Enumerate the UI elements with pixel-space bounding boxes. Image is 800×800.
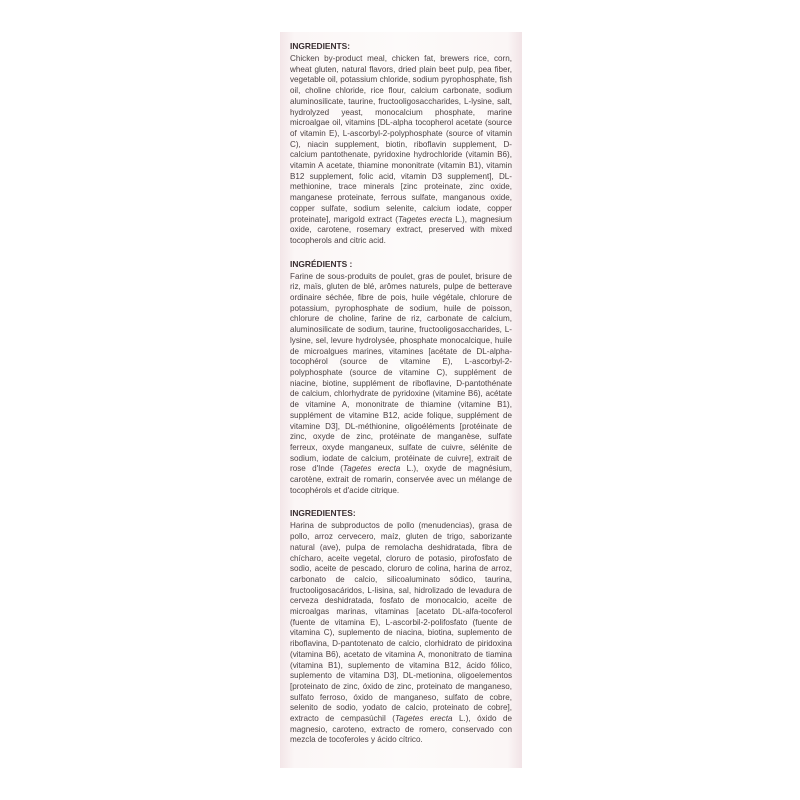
ingredients-label-panel xyxy=(280,32,522,768)
ingredient-list-english xyxy=(290,54,512,247)
ingredient-list-spanish xyxy=(290,521,512,746)
ingredient-text: L.), óxido de magnesio, caroteno, extracto de romero, conservado con mezcla de tocoferoles y ácido cítrico. xyxy=(290,714,512,745)
ingredient-text: Chicken by-product meal, chicken fat, brewers rice, corn, wheat gluten, natural flavors, dried plain beet pulp, pea fiber, vegetable oil, potassium chloride, sodium pyrophosphate, fish oil, choline chloride, rice flour, calcium carbonate, sodium aluminosilicate, taurine, fructooligosaccharides, L-lysine, salt, hydrolyzed yeast, monocalcium phosphate, marine microalgae oil, vitamins [DL-alpha tocopherol acetate (source of vitamin E), L-ascorbyl-2-polyphosphate (source of vitamin C), niacin supplement, biotin, riboflavin supplement, D-calcium pantothenate, pyridoxine hydrochloride (vitamin B6), vitamin A acetate, thiamine mononitrate (vitamin B1), vitamin B12 supplement, folic acid, vitamin D3 supplement], DL-methionine, trace minerals [zinc proteinate, zinc oxide, manganese proteinate, ferrous sulfate, manganous oxide, copper sulfate, sodium selenite, calcium iodate, copper proteinate], marigold extract ( xyxy=(290,54,512,224)
ingredient-list-french xyxy=(290,272,512,497)
section-english xyxy=(290,41,512,247)
section-heading-spanish: INGREDIENTES: xyxy=(290,508,356,519)
ingredient-text: Farine de sous-produits de poulet, gras de poulet, brisure de riz, maïs, gluten de blé, arômes naturels, pulpe de betterave ordinaire séchée, fibre de pois, huile végétale, chlorure de potassium, pyrophosphate de sodium, huile de poisson, chlorure de choline, farine de riz, carbonate de calcium, aluminosilicate de sodium, taurine, fructooligosaccharides, L-lysine, sel, levure hydrolysée, phosphate monocalcique, huile de microalgues marines, vitamines [acétate de DL-alpha-tocophérol (source de vitamine E), L-ascorbyl-2-polyphosphate (source de vitamine C), supplément de niacine, biotine, supplément de riboflavine, D-pantothénate de calcium, chlorhydrate de pyridoxine (vitamine B6), acétate de vitamine A, mononitrate de thiamine (vitamine B1), supplément de vitamine B12, acide folique, supplément de vitamine D3], DL-méthionine, oligoéléments [protéinate de zinc, oxyde de zinc, protéinate de manganèse, sulfate ferreux, oxyde manganeux, sulfate de cuivre, sélénite de sodium, iodate de calcium, protéinate de cuivre], extrait de rose d'Inde ( xyxy=(290,271,512,474)
ingredient-text: Harina de subproductos de pollo (menudencias), grasa de pollo, arroz cervecero, maíz, gluten de trigo, saborizante natural (ave), pulpa de remolacha deshidratada, fibra de chícharo, aceite vegetal, cloruro de potasio, pirofosfato de sodio, aceite de pescado, cloruro de colina, harina de arroz, carbonato de calcio, silicoaluminato sódico, taurina, fructooligosacáridos, L-lisina, sal, hidrolizado de levadura de cerveza deshidratada, fosfato de monocalcio, aceite de microalgas marinas, vitaminas [acetato DL-alfa-tocoferol (fuente de vitamina E), L-ascorbil-2-polifosfato (fuente de vitamina C), suplemento de niacina, biotina, suplemento de riboflavina, D-pantotenato de calcio, clorhidrato de piridoxina (vitamina B6), acetato de vitamina A, mononitrato de tiamina (vitamina B1), suplemento de vitamina B12, ácido fólico, suplemento de vitamina D3], DL-metionina, oligoelementos [proteinato de zinc, óxido de zinc, proteinato de manganeso, sulfato ferroso, óxido de manganeso, sulfato de cobre, selenito de sodio, yodato de calcio, proteinato de cobre], extracto de cempasúchil ( xyxy=(290,521,512,724)
section-heading-english: INGREDIENTS: xyxy=(290,41,351,51)
latin-name: Tagetes erecta xyxy=(398,214,453,224)
latin-name: Tagetes erecta xyxy=(394,714,453,724)
ingredient-text: L.), oxyde de magnésium, carotène, extrait de romarin, conservée avec un mélange de tocophérols et d'acide citrique. xyxy=(290,464,512,495)
ingredient-text: L.), magnesium oxide, carotene, rosemary extract, preserved with mixed tocopherols and citric acid. xyxy=(290,214,512,245)
section-heading-french: INGRÉDIENTS : xyxy=(290,258,353,269)
latin-name: Tagetes erecta xyxy=(342,464,401,474)
section-french xyxy=(290,259,512,497)
section-spanish xyxy=(290,508,512,746)
